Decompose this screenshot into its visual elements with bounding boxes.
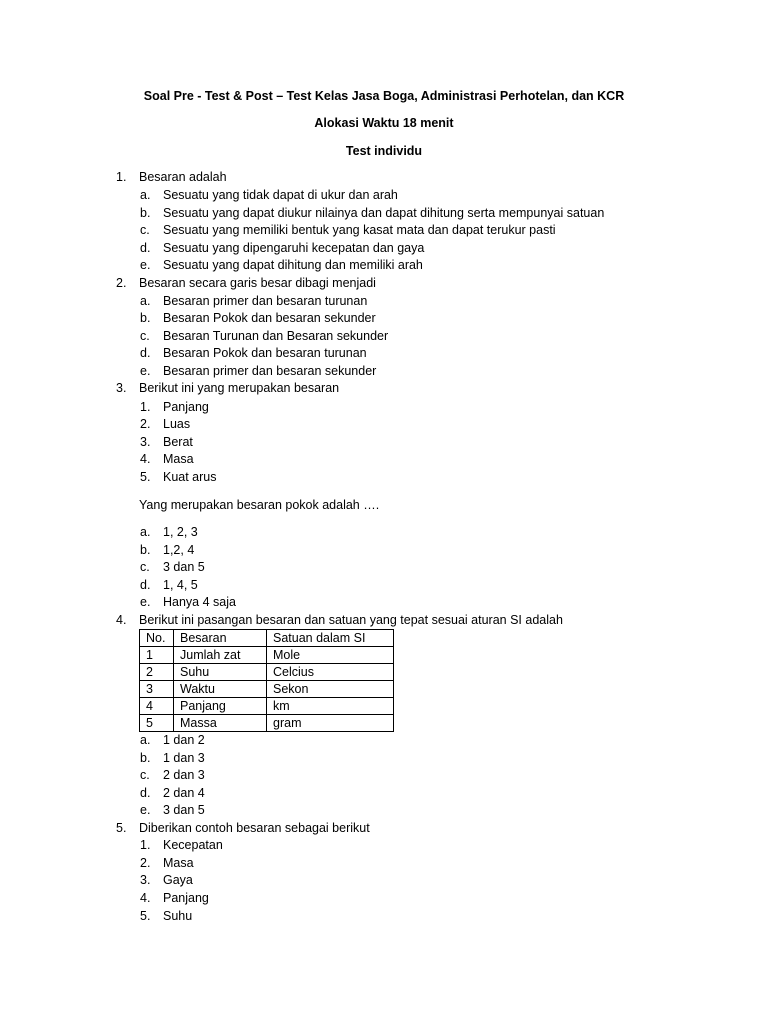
list-item: Masa <box>163 856 194 870</box>
list-item-number: 1. <box>140 838 151 852</box>
option-label: a. <box>140 188 151 202</box>
list-item-number: 3. <box>140 873 151 887</box>
list-item-number: 4. <box>140 891 151 905</box>
option-label: d. <box>140 346 151 360</box>
question-prompt: Yang merupakan besaran pokok adalah …. <box>139 498 380 512</box>
table-cell: 2 <box>140 664 174 681</box>
option-text: Sesuatu yang dapat diukur nilainya dan dapat dihitung serta mempunyai satuan <box>163 206 605 220</box>
option-label: a. <box>140 733 151 747</box>
option-text: 1 dan 2 <box>163 733 205 747</box>
question-number: 2. <box>116 276 127 290</box>
table-cell: 1 <box>140 647 174 664</box>
option-label: b. <box>140 751 151 765</box>
table-cell: Massa <box>174 715 267 732</box>
option-label: e. <box>140 364 151 378</box>
option-text: Sesuatu yang tidak dapat di ukur dan arah <box>163 188 398 202</box>
option-text: Besaran Turunan dan Besaran sekunder <box>163 329 389 343</box>
question-number: 3. <box>116 381 127 395</box>
list-item-number: 5. <box>140 909 151 923</box>
list-item: Kecepatan <box>163 838 223 852</box>
list-item: Kuat arus <box>163 470 217 484</box>
question-text: Berikut ini yang merupakan besaran <box>139 381 340 395</box>
option-text: 2 dan 3 <box>163 768 205 782</box>
option-label: c. <box>140 329 150 343</box>
table-header: No. <box>140 630 174 647</box>
option-text: 1, 4, 5 <box>163 578 198 592</box>
table-cell: Waktu <box>174 681 267 698</box>
question-text: Diberikan contoh besaran sebagai berikut <box>139 821 370 835</box>
option-label: d. <box>140 786 151 800</box>
document-title: Soal Pre - Test & Post – Test Kelas Jasa Boga, Administrasi Perhotelan, dan KCR <box>143 89 625 103</box>
table-header-row <box>140 630 394 647</box>
list-item-number: 3. <box>140 435 151 449</box>
question-text: Besaran secara garis besar dibagi menjadi <box>139 276 376 290</box>
table-cell: 4 <box>140 698 174 715</box>
list-item-number: 2. <box>140 417 151 431</box>
option-text: Besaran Pokok dan besaran turunan <box>163 346 367 360</box>
table-cell: km <box>267 698 394 715</box>
option-label: c. <box>140 560 150 574</box>
option-text: 3 dan 5 <box>163 803 205 817</box>
question-number: 4. <box>116 613 127 627</box>
option-label: b. <box>140 311 151 325</box>
question-number: 1. <box>116 170 127 184</box>
table-cell: 3 <box>140 681 174 698</box>
option-text: Sesuatu yang dapat dihitung dan memiliki arah <box>163 258 423 272</box>
option-label: c. <box>140 223 150 237</box>
list-item-number: 1. <box>140 400 151 414</box>
table-cell: Mole <box>267 647 394 664</box>
option-text: 1, 2, 3 <box>163 525 198 539</box>
list-item: Berat <box>163 435 193 449</box>
table-header: Besaran <box>174 630 267 647</box>
table-row <box>140 698 394 715</box>
table-cell: Sekon <box>267 681 394 698</box>
option-text: 1,2, 4 <box>163 543 195 557</box>
table-row <box>140 681 394 698</box>
list-item: Suhu <box>163 909 193 923</box>
table-cell: gram <box>267 715 394 732</box>
si-units-table <box>139 629 394 732</box>
question-text: Besaran adalah <box>139 170 227 184</box>
option-label: e. <box>140 803 151 817</box>
time-allocation: Alokasi Waktu 18 menit <box>314 116 454 130</box>
option-text: 2 dan 4 <box>163 786 205 800</box>
option-text: Hanya 4 saja <box>163 595 236 609</box>
list-item-number: 4. <box>140 452 151 466</box>
option-text: 3 dan 5 <box>163 560 205 574</box>
option-text: Besaran primer dan besaran turunan <box>163 294 368 308</box>
option-label: e. <box>140 595 151 609</box>
table-cell: Panjang <box>174 698 267 715</box>
option-text: Sesuatu yang memiliki bentuk yang kasat mata dan dapat terukur pasti <box>163 223 556 237</box>
list-item: Masa <box>163 452 194 466</box>
list-item-number: 5. <box>140 470 151 484</box>
option-label: a. <box>140 294 151 308</box>
table-row <box>140 664 394 681</box>
option-text: Besaran Pokok dan besaran sekunder <box>163 311 376 325</box>
option-label: d. <box>140 578 151 592</box>
table-cell: Celcius <box>267 664 394 681</box>
list-item: Panjang <box>163 891 209 905</box>
list-item-number: 2. <box>140 856 151 870</box>
table-cell: 5 <box>140 715 174 732</box>
list-item: Gaya <box>163 873 193 887</box>
question-number: 5. <box>116 821 127 835</box>
option-label: b. <box>140 206 151 220</box>
list-item: Panjang <box>163 400 209 414</box>
list-item: Luas <box>163 417 191 431</box>
table-cell: Jumlah zat <box>174 647 267 664</box>
option-text: 1 dan 3 <box>163 751 205 765</box>
table-header: Satuan dalam SI <box>267 630 394 647</box>
option-label: a. <box>140 525 151 539</box>
table-row <box>140 647 394 664</box>
option-label: c. <box>140 768 150 782</box>
option-text: Sesuatu yang dipengaruhi kecepatan dan gaya <box>163 241 425 255</box>
option-label: d. <box>140 241 151 255</box>
test-mode: Test individu <box>345 144 423 158</box>
option-text: Besaran primer dan besaran sekunder <box>163 364 377 378</box>
option-label: b. <box>140 543 151 557</box>
option-label: e. <box>140 258 151 272</box>
table-row <box>140 715 394 732</box>
question-text: Berikut ini pasangan besaran dan satuan yang tepat sesuai aturan SI adalah <box>139 613 563 627</box>
table-cell: Suhu <box>174 664 267 681</box>
